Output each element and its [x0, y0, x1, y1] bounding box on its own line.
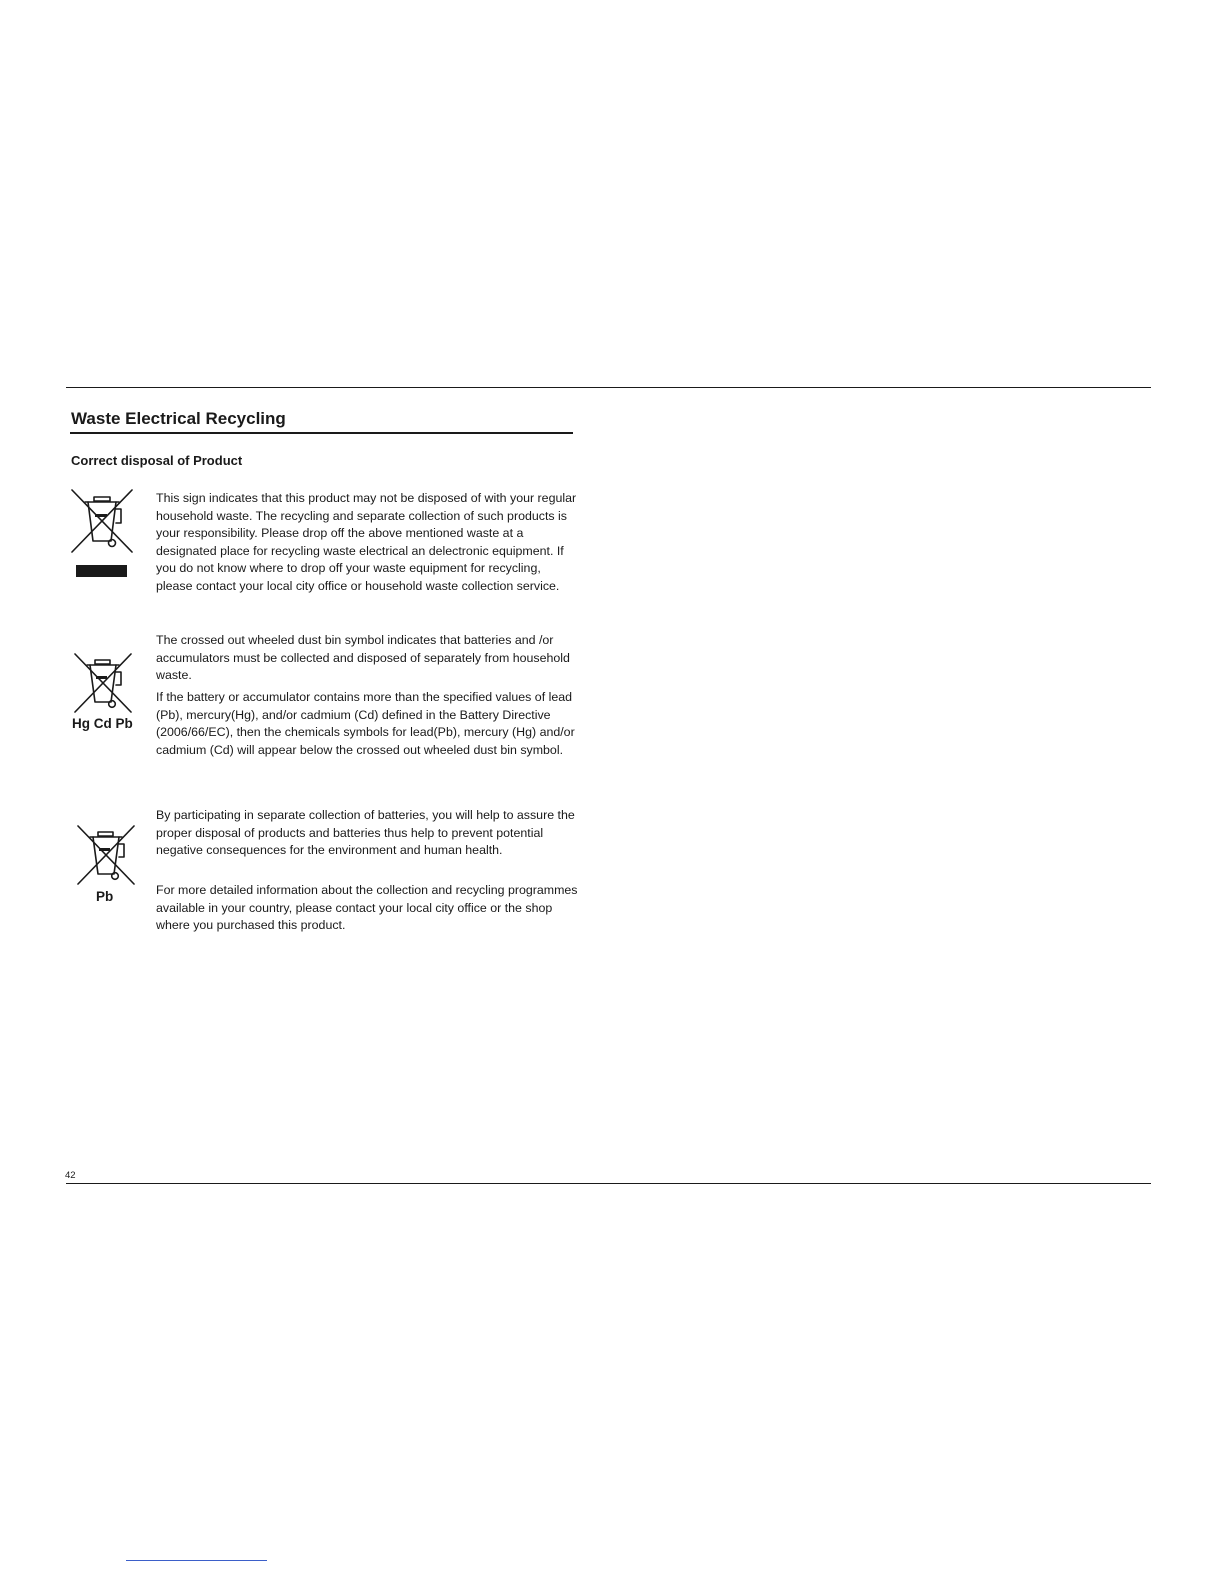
separate-collection-text: By participating in separate collection of batteries, you will help to assure the proper disposal of products and batteries thus help to prevent potential negative consequences for the environment and human health. — [156, 808, 575, 857]
crossed-out-wheeled-bin-icon — [70, 488, 134, 554]
battery-directive-text: If the battery or accumulator contains more than the specified values of lead (Pb), mercury(Hg), and/or cadmium (Cd) defined in the Battery Directive (2006/66/EC), then the chemicals symbols for lead(Pb), mercury (Hg) and/or cadmium (Cd) will appear below the crossed out wheeled dust bin symbol. — [156, 690, 575, 757]
separate-collection-bar — [76, 565, 127, 577]
top-divider — [66, 387, 1151, 388]
battery-symbol-text: The crossed out wheeled dust bin symbol indicates that batteries and /or accumulators must be collected and disposed of separately from household waste. — [156, 633, 570, 682]
title-underline — [70, 432, 573, 434]
section-subtitle: Correct disposal of Product — [71, 453, 243, 468]
page-number: 42 — [65, 1170, 76, 1181]
chemical-symbols-label: Hg Cd Pb — [72, 716, 133, 731]
bottom-divider — [66, 1183, 1151, 1184]
link-underline — [126, 1560, 267, 1561]
more-information-text: For more detailed information about the collection and recycling programmes available in your country, please contact your local city office or the shop where you purchased this product. — [156, 883, 578, 932]
section-title: Waste Electrical Recycling — [71, 409, 286, 428]
product-disposal-text: This sign indicates that this product may not be disposed of with your regular household waste. The recycling and separate collection of such products is your responsibility. Please drop off the above mentioned waste at a designated place for recycling waste electrical an delectronic equipment. If you do not know where to drop off your waste equipment for recycling, please contact your local city office or household waste collection service. — [156, 491, 577, 593]
crossed-out-wheeled-bin-icon — [76, 824, 136, 886]
crossed-out-wheeled-bin-icon — [73, 652, 133, 714]
lead-symbol-label: Pb — [96, 889, 114, 904]
